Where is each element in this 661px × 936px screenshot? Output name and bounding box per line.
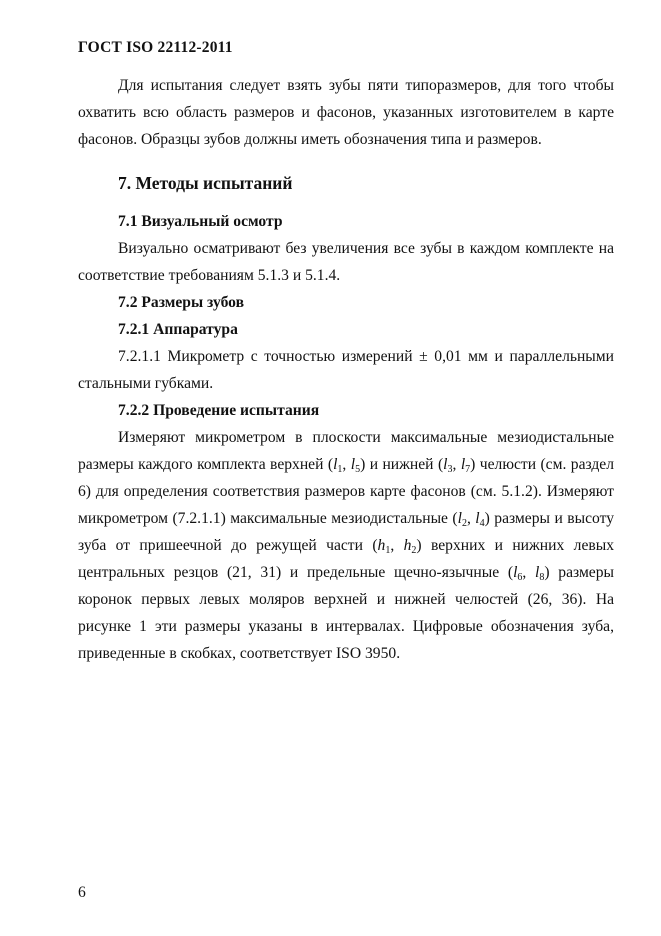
symbol-l3: l xyxy=(443,456,448,473)
document-body xyxy=(78,72,614,667)
symbol-l4: l xyxy=(475,510,480,527)
text-run: , xyxy=(342,456,351,473)
subscript-h1: 1 xyxy=(385,545,391,556)
symbol-h2: h xyxy=(403,537,412,554)
section-7-2-1-text: 7.2.1.1 Микрометр с точностью измерений ± 0,01 мм и параллельными стальными губками. xyxy=(78,348,614,392)
subscript-4: 4 xyxy=(479,518,485,529)
text-run: ) размеры коронок первых левых моляров верхней и нижней челюстей (26, 36). На рисунке 1 эти размеры указаны в интервалах. Цифровые обозначения зуба, приведенные в скобках, соответствует ISO 3950. xyxy=(78,564,615,662)
symbol-l6: l xyxy=(513,564,518,581)
symbol-l7: l xyxy=(460,456,466,473)
subscript-2: 2 xyxy=(461,518,467,529)
text-run: Измеряют микрометром в плоскости максимальные мезиодистальные размеры каждого комплекта верхней ( xyxy=(78,429,614,473)
subscript-3: 3 xyxy=(447,464,453,475)
text-run: ) челюсти (см. раздел 6) для определения соответствия размеров карте фасонов (см. 5.1.2). Измеряют микрометром (7.2.1.1) максимальные мезиодистальные ( xyxy=(78,456,615,527)
subscript-5: 5 xyxy=(355,464,361,475)
subscript-6: 6 xyxy=(517,572,523,583)
symbol-l8: l xyxy=(535,564,540,581)
section-7-1-title: 7.1 Визуальный осмотр xyxy=(118,213,283,230)
symbol-l5: l xyxy=(350,456,356,473)
section-7-2-2-title: 7.2.2 Проведение испытания xyxy=(118,402,320,419)
section-7-2-1-title: 7.2.1 Аппаратура xyxy=(118,321,238,338)
text-run: , xyxy=(452,456,461,473)
text-run: ) верхних и нижних левых центральных резцов (21, 31) и предельные щечно-язычные ( xyxy=(78,537,615,581)
symbol-l1: l xyxy=(333,456,338,473)
intro-paragraph: Для испытания следует взять зубы пяти типоразмеров, для того чтобы охватить всю область размеров и фасонов, указанных изготовителем в карте фасонов. Образцы зубов должны иметь обозначения типа и размеров. xyxy=(78,77,614,148)
subscript-h2: 2 xyxy=(411,545,417,556)
page-number: 6 xyxy=(78,884,86,901)
text-run: ) размеры и высоту зуба от пришеечной до режущей части ( xyxy=(78,510,614,554)
section-7-2-2-text xyxy=(78,424,614,667)
symbol-l2: l xyxy=(457,510,462,527)
text-run: , xyxy=(390,537,404,554)
section-7-title: 7. Методы испытаний xyxy=(118,173,293,193)
section-7-1-text: Визуально осматривают без увеличения все зубы в каждом комплекте на соответствие требованиям 5.1.3 и 5.1.4. xyxy=(78,240,614,284)
subscript-7: 7 xyxy=(465,464,471,475)
symbol-h1: h xyxy=(377,537,386,554)
section-7-2-title: 7.2 Размеры зубов xyxy=(118,294,244,311)
subscript-1: 1 xyxy=(337,464,343,475)
document-header: ГОСТ ISO 22112-2011 xyxy=(78,39,233,56)
text-run: ) и нижней ( xyxy=(360,456,444,473)
subscript-8: 8 xyxy=(539,572,545,583)
text-run: , xyxy=(466,510,476,527)
text-run: , xyxy=(522,564,536,581)
